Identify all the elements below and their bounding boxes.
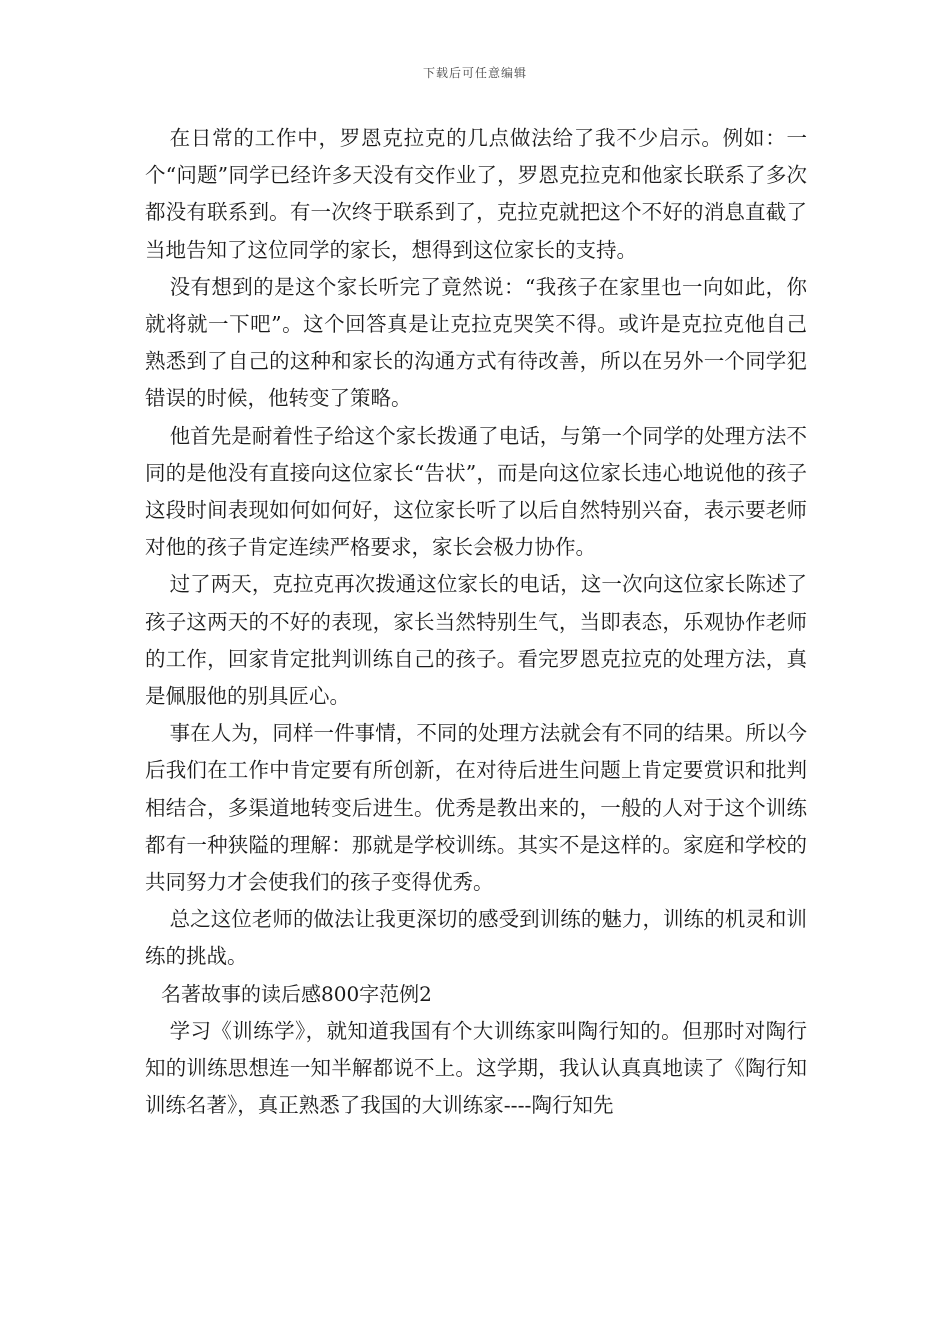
paragraph: 过了两天，克拉克再次拨通这位家长的电话，这一次向这位家长陈述了孩子这两天的不好的表现，家长当然特别生气，当即表态，乐观协作老师的工作，回家肯定批判训练自己的孩子。看完罗恩克拉克的处理方法，真是佩服他的别具匠心。 bbox=[145, 572, 807, 709]
paragraph: 学习《训练学》，就知道我国有个大训练家叫陶行知的。但那时对陶行知的训练思想连一知半解都说不上。这学期，我认认真真地读了《陶行知训练名著》，真正熟悉了我国的大训练家----陶行知先 bbox=[145, 1018, 807, 1118]
paragraph: 总之这位老师的做法让我更深切的感受到训练的魅力，训练的机灵和训练的挑战。 bbox=[145, 907, 807, 969]
page-header: 下载后可任意编辑 bbox=[422, 66, 527, 80]
paragraph: 在日常的工作中，罗恩克拉克的几点做法给了我不少启示。例如：一个“问题”同学已经许多天没有交作业了，罗恩克拉克和他家长联系了多次都没有联系到。有一次终于联系到了，克拉克就把这个不好的消息直截了当地告知了这位同学的家长，想得到这位家长的支持。 bbox=[145, 126, 807, 262]
paragraph: 他首先是耐着性子给这个家长拨通了电话，与第一个同学的处理方法不同的是他没有直接向这位家长“告状”，而是向这位家长违心地说他的孩子这段时间表现如何如何好，这位家长听了以后自然特别兴奋，表示要老师对他的孩子肯定连续严格要求，家长会极力协作。 bbox=[145, 423, 807, 560]
section-heading: 名著故事的读后感800字范例2 bbox=[161, 981, 432, 1006]
document-body bbox=[145, 120, 807, 1124]
paragraph: 没有想到的是这个家长听完了竟然说：“我孩子在家里也一向如此，你就将就一下吧”。这个回答真是让克拉克哭笑不得。或许是克拉克他自己熟悉到了自己的这种和家长的沟通方式有待改善，所以在另外一个同学犯错误的时候，他转变了策略。 bbox=[145, 274, 807, 411]
paragraph: 事在人为，同样一件事情，不同的处理方法就会有不同的结果。所以今后我们在工作中肯定要有所创新，在对待后进生问题上肯定要赏识和批判相结合，多渠道地转变后进生。优秀是教出来的，一般的人对于这个训练都有一种狭隘的理解：那就是学校训练。其实不是这样的。家庭和学校的共同努力才会使我们的孩子变得优秀。 bbox=[145, 721, 807, 895]
